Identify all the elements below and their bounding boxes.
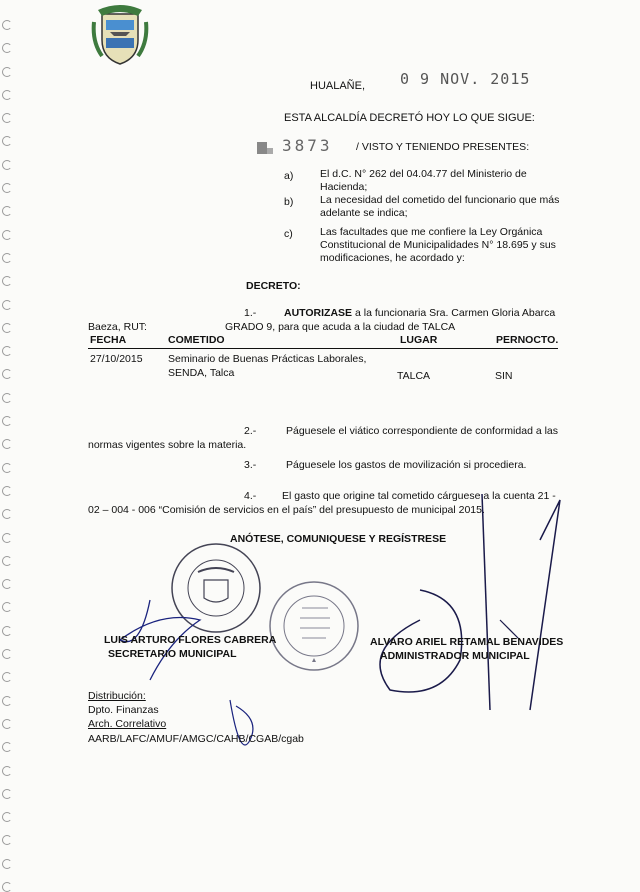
item-4-number: 4.- [244, 490, 257, 502]
considerando-b-letter: b) [284, 196, 294, 208]
item-1-line2-right: GRADO 9, para que acuda a la ciudad de TALCA [225, 321, 456, 333]
right-signatory-name: ALVARO ARIEL RETAMAL BENAVIDES [370, 636, 564, 648]
header-lugar: LUGAR [400, 334, 438, 346]
item-4-text-line2: 02 – 004 - 006 “Comisión de servicios en el país” del presupuesto de municipal 2015. [88, 504, 485, 516]
considerando-a-letter: a) [284, 170, 294, 182]
table-row-cometido-line1: Seminario de Buenas Prácticas Laborales, [168, 353, 367, 365]
item-3-text: Páguesele los gastos de movilización si procediera. [286, 459, 527, 471]
left-signatory-title: SECRETARIO MUNICIPAL [108, 648, 237, 660]
item-2-text-line2: normas vigentes sobre la materia. [88, 439, 247, 451]
date-stamp: 0 9 NOV. 2015 [400, 70, 531, 88]
visto-text: / VISTO Y TENIENDO PRESENTES: [356, 141, 530, 153]
decree-number-stamp: 3873 [282, 136, 333, 155]
header-cometido: COMETIDO [168, 334, 225, 346]
item-1-body: a la funcionaria Sra. Carmen Gloria Abarca [352, 307, 556, 319]
closing-formula: ANÓTESE, COMUNIQUESE Y REGÍSTRESE [230, 533, 447, 545]
table-row-cometido-line2: SENDA, Talca [168, 367, 235, 379]
intro-text: ESTA ALCALDÍA DECRETÓ HOY LO QUE SIGUE: [284, 112, 535, 124]
table-row-fecha: 27/10/2015 [90, 353, 143, 365]
city-label: HUALAÑE, [310, 80, 366, 92]
item-2-number: 2.- [244, 425, 257, 437]
table-row-pernocto: SIN [495, 370, 513, 382]
header-pernocto: PERNOCTO. [496, 334, 559, 346]
distribution-label: Distribución: [88, 690, 146, 702]
item-1-number: 1.- [244, 307, 257, 319]
item-1-line2-left: Baeza, RUT: [88, 321, 147, 333]
distribution-item: Dpto. Finanzas [88, 704, 159, 716]
considerando-c-text: Las facultades que me confiere la Ley Orgánica Constitucional de Municipalidades N° 18.695 y sus modificaciones, he acordado y: [320, 226, 556, 264]
left-signatory-name: LUIS ARTURO FLORES CABRERA [104, 634, 277, 646]
item-2-text-line1: Páguesele el viático correspondiente de conformidad a las [286, 425, 559, 437]
archive-initials: AARB/LAFC/AMUF/AMGC/CAHB/CGAB/cgab [88, 733, 304, 745]
considerando-c-letter: c) [284, 228, 293, 240]
right-signatory-title: ADMINISTRADOR MUNICIPAL [380, 650, 530, 662]
item-4-text-line1: El gasto que origine tal cometido cárguese a la cuenta 21 - [282, 490, 556, 502]
archive-label: Arch. Correlativo [88, 718, 167, 730]
item-1-keyword: AUTORIZASE [284, 307, 353, 319]
header-fecha: FECHA [90, 334, 127, 346]
decreto-label: DECRETO: [246, 280, 301, 292]
considerando-a-text: El d.C. N° 262 del 04.04.77 del Ministerio de Hacienda; [320, 168, 527, 193]
considerando-b-text: La necesidad del cometido del funcionario que más adelante se indica; [320, 194, 560, 219]
table-row-lugar: TALCA [397, 370, 431, 382]
item-3-number: 3.- [244, 459, 257, 471]
